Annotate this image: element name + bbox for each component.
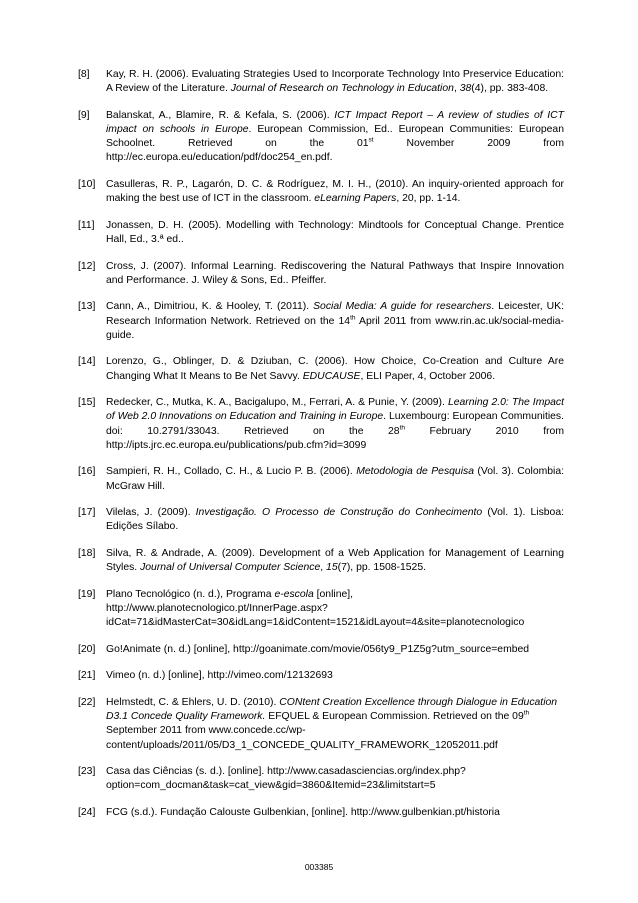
reference-text [106, 765, 564, 793]
reference-segment: Jonassen, D. H. (2005). Modelling with Technology: Mindtools for Conceptual Change. Prentice Hall, Ed., 3.ª ed.. [106, 219, 564, 245]
reference-text [106, 396, 564, 453]
reference-number: [19] [78, 588, 96, 600]
reference-segment: November 2009 from http://ec.europa.eu/education/pdf/doc254_en.pdf. [106, 138, 564, 164]
reference-number: [21] [78, 670, 96, 682]
reference-segment: . Leicester, UK: Research Information Network. Retrieved on the 14 [106, 301, 564, 327]
reference-segment: (4), pp. 383-408. [471, 83, 549, 95]
italic-title: Metodologia de Pesquisa [356, 466, 474, 478]
reference-segment: Helmstedt, C. & Ehlers, U. D. (2010). [106, 696, 280, 708]
reference-number: [11] [78, 219, 95, 231]
reference-text [106, 109, 564, 166]
reference-segment: (Vol. 3). Colombia: McGraw Hill. [106, 466, 565, 492]
reference-item [78, 109, 564, 166]
reference-item [78, 806, 564, 820]
reference-text [106, 219, 564, 247]
reference-segment: February 2010 from http://ipts.jrc.ec.europa.eu/publications/pub.cfm?id=3099 [106, 425, 564, 451]
reference-text [106, 588, 564, 631]
reference-item [78, 465, 564, 493]
reference-number: [20] [78, 643, 96, 655]
page-number: 003385 [304, 862, 334, 872]
reference-text [106, 696, 564, 753]
italic-title: Journal of Universal Computer Science [140, 562, 321, 574]
reference-item [78, 396, 564, 453]
reference-segment: Lorenzo, G., Oblinger, D. & Dziuban, C. (2006). How Choice, Co-Creation and Culture Are Changing What It Means to Be Net Savvy. [106, 356, 564, 382]
reference-item [78, 355, 564, 383]
reference-number: [18] [78, 547, 96, 559]
italic-title: EDUCAUSE [302, 370, 361, 382]
reference-segment: , [320, 562, 327, 574]
reference-item [78, 588, 564, 631]
reference-item [78, 178, 564, 206]
reference-segment: Casulleras, R. P., Lagarón, D. C. & Rodríguez, M. I. H., (2010). An inquiry-oriented approach for making the best use of ICT in the classroom. [106, 179, 564, 205]
reference-text [106, 547, 564, 575]
reference-number: [12] [78, 260, 96, 272]
reference-item [78, 765, 564, 793]
reference-segment: [online], http://www.planotecnologico.pt/InnerPage.aspx?idCat=71&idMasterCat=30&idLang=1&idContent=1521&idLayout=4&site=planotecnologico [106, 588, 525, 629]
reference-segment: Cross, J. (2007). Informal Learning. Rediscovering the Natural Pathways that Inspire Innovation and Performance. J. Wiley & Sons, Ed.. Pfeiffer. [106, 260, 564, 286]
reference-text [106, 806, 564, 820]
italic-title: eLearning Papers [314, 193, 397, 205]
reference-item [78, 506, 564, 534]
reference-segment: Silva, R. & Andrade, A. (2009). Development of a Web Application for Management of Learning Styles. [106, 547, 564, 574]
reference-text [106, 68, 564, 96]
italic-title: Learning 2.0: The Impact of Web 2.0 Innovations on Education and Training in Europe [106, 397, 564, 423]
reference-item [78, 300, 564, 343]
reference-text [106, 465, 564, 493]
reference-segment: . European Commission, Ed.. European Communities: European Schoolnet. Retrieved on the 01 [106, 124, 564, 150]
reference-segment: Go!Animate (n. d.) [online], http://goanimate.com/movie/056ty9_P1Z5g?utm_source=embed [106, 643, 530, 655]
reference-number: [23] [78, 766, 96, 778]
italic-title: Journal of Research on Technology in Education [230, 83, 454, 95]
ordinal-suffix: th [523, 709, 530, 717]
reference-list [78, 68, 564, 833]
reference-segment: April 2011 from www.rin.ac.uk/social-media-guide. [106, 315, 565, 341]
reference-item [78, 547, 564, 575]
reference-number: [16] [78, 466, 96, 478]
reference-number: [9] [78, 109, 90, 121]
reference-segment: Casa das Ciências (s. d.). [online]. http://www.casadasciencias.org/index.php?option=com_docman&task=cat_view&gid=3860&Itemid=23&limitstart=5 [106, 766, 466, 792]
reference-segment: September 2011 from www.concede.cc/wp-content/uploads/2011/05/D3_1_CONCEDE_QUALITY_FRAMEWORK_12052011.pdf [106, 725, 498, 751]
reference-item [78, 643, 564, 657]
reference-segment: Vimeo (n. d.) [online], http://vimeo.com/12132693 [106, 670, 333, 682]
italic-title: 15 [326, 562, 338, 574]
reference-segment: FCG (s.d.). Fundação Calouste Gulbenkian, [online]. http://www.gulbenkian.pt/historia [106, 806, 500, 818]
reference-text [106, 260, 564, 288]
reference-segment: (Vol. 1). Lisboa: Edições Sílabo. [106, 507, 564, 533]
reference-segment: (7), pp. 1508-1525. [337, 562, 426, 574]
italic-title: Investigação. O Processo de Construção do Conhecimento [195, 507, 483, 519]
reference-item [78, 260, 564, 288]
reference-number: [15] [78, 397, 96, 409]
reference-number: [24] [78, 806, 96, 818]
reference-text [106, 300, 564, 343]
reference-segment: Redecker, C., Mutka, K. A., Bacigalupo, M., Ferrari, A. & Punie, Y. (2009). [106, 397, 448, 409]
reference-number: [14] [78, 356, 96, 368]
reference-item [78, 669, 564, 683]
reference-segment: , 20, pp. 1-14. [396, 193, 461, 205]
reference-item [78, 219, 564, 247]
reference-text [106, 643, 564, 657]
reference-segment: Cann, A., Dimitriou, K. & Hooley, T. (2011). [106, 301, 314, 313]
reference-segment: Plano Tecnológico (n. d.), Programa [106, 588, 275, 600]
italic-title: e-escola [274, 588, 314, 600]
reference-segment: Sampieri, R. H., Collado, C. H., & Lucio P. B. (2006). [106, 466, 357, 478]
italic-title: Social Media: A guide for researchers [313, 301, 492, 313]
reference-segment: EFQUEL & European Commission. Retrieved on the 09 [265, 711, 524, 723]
ordinal-suffix: th [399, 424, 405, 432]
reference-segment: , ELI Paper, 4, October 2006. [360, 370, 496, 382]
reference-number: [13] [78, 301, 96, 313]
reference-number: [17] [78, 507, 96, 519]
italic-title: 38 [459, 83, 472, 95]
reference-segment: Balanskat, A., Blamire, R. & Kefala, S. (2006). [106, 109, 335, 121]
reference-number: [8] [78, 69, 90, 80]
ordinal-suffix: th [350, 314, 356, 322]
reference-number: [10] [78, 179, 96, 190]
reference-text [106, 506, 564, 534]
italic-title: CONtent Creation Excellence through Dialogue in Education D3.1 Concede Quality Framework. [106, 696, 558, 723]
reference-segment: , [453, 83, 460, 95]
reference-text [106, 178, 564, 206]
reference-item [78, 696, 564, 753]
reference-segment: Kay, R. H. (2006). Evaluating Strategies Used to Incorporate Technology Into Preservice Education: A Review of the Literature. [106, 69, 564, 95]
reference-text [106, 355, 564, 383]
italic-title: ICT Impact Report – A review of studies of ICT impact on schools in Europe [106, 109, 564, 135]
reference-segment: . Luxembourg: European Communities. doi: 10.2791/33043. Retrieved on the 28 [106, 411, 564, 437]
ordinal-suffix: st [368, 136, 374, 144]
reference-segment: Vilelas, J. (2009). [106, 507, 196, 519]
reference-item [78, 68, 564, 96]
reference-text [106, 669, 564, 683]
reference-number: [22] [78, 696, 96, 708]
